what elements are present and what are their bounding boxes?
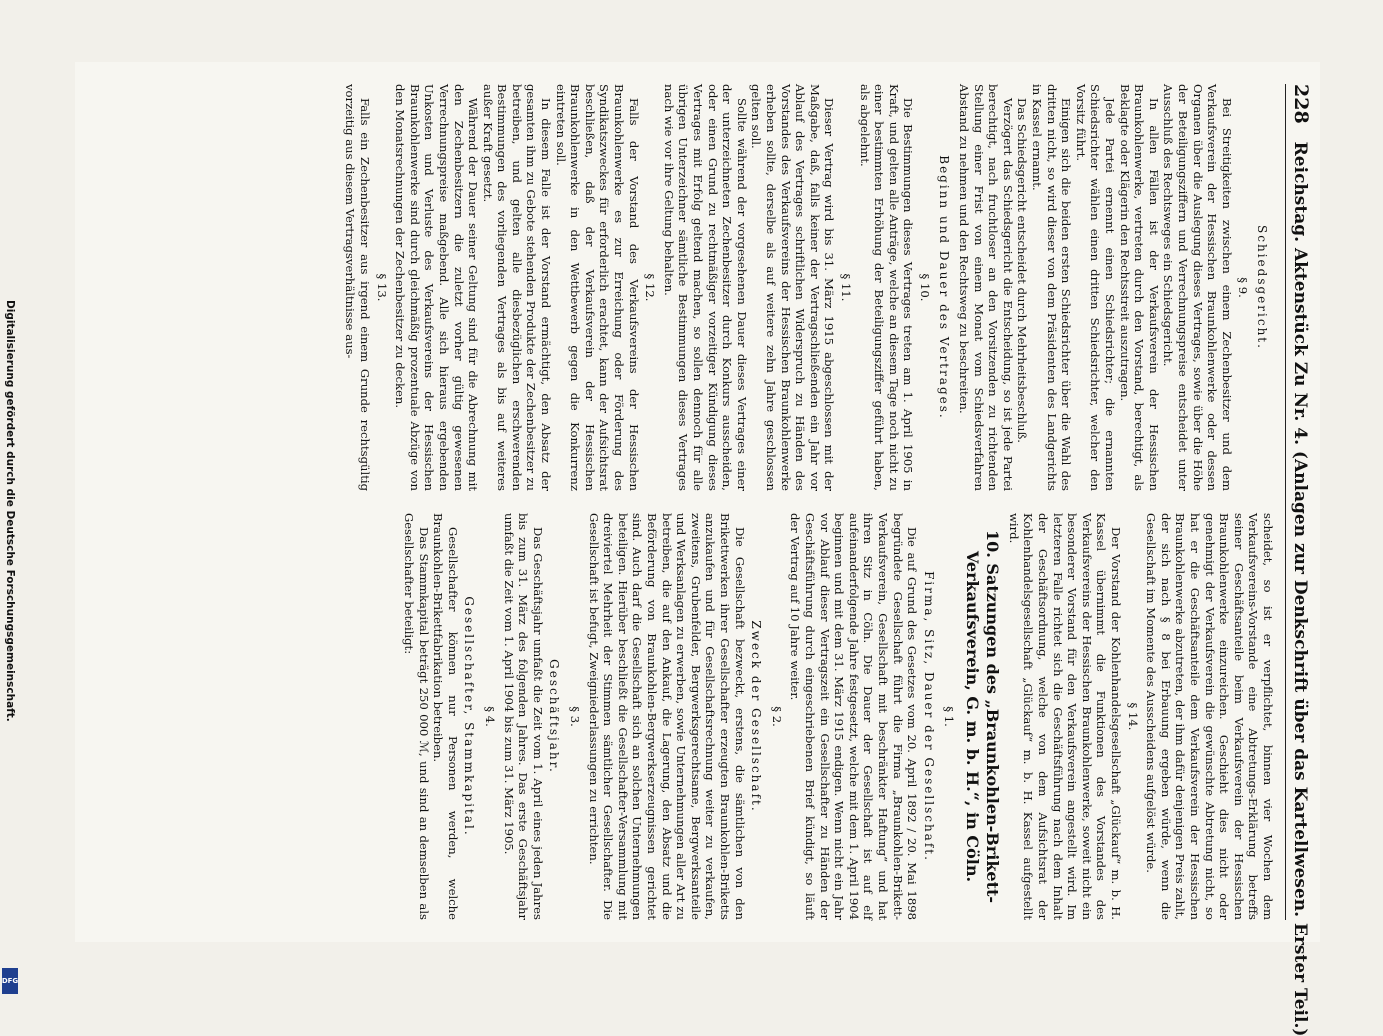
section-14-mark: § 14. bbox=[1125, 702, 1140, 731]
page-header bbox=[1285, 84, 1312, 1036]
document-page bbox=[75, 62, 1320, 1036]
dfg-logo bbox=[2, 968, 18, 994]
page-number: 228 bbox=[1290, 84, 1312, 124]
section-2-mark: § 2. bbox=[769, 706, 784, 727]
heading-firma: Firma, Sitz, Dauer der Gesellschaft. bbox=[921, 571, 936, 862]
paragraph: Während der Dauer seiner Geltung sind für die Abrechnung mit den Zechenbesitzern die zuletzt vorher gültig gewesenen Verrechnungspreise maßgebend. Alle sich hieraus ergebenden Unkosten und Verluste des Verkaufsvereins der Hessischen Braunkohlenwerke sind durch gleichmäßig prozentuale Abzüge von den Monatsrechnungen der Zechenbesitzer zu decken. bbox=[393, 84, 481, 491]
paragraph: Verzögert das Schiedsgericht die Entscheidung, so ist jede Partei berechtigt, nach fruchtloser an den Vorsitzenden zu richtenden Stellung einer Frist von einem Monat vom Schiedsverfahren Abstand zu nehmen und den Rechtsweg zu beschreiten. bbox=[957, 84, 1015, 491]
heading-geschaeftsjahr: Geschäftsjahr. bbox=[547, 659, 562, 774]
paragraph: Das Geschäftsjahr umfaßt die Zeit vom 1. April eines jeden Jahres bis zum 31. März des folgenden Jahres. Das erste Geschäftsjahr umfaßt die Zeit vom 1. April 1904 bis zum 31. März 1905. bbox=[501, 513, 545, 920]
heading-stammkapital: Gesellschafter, Stammkapital. bbox=[462, 596, 477, 837]
paragraph: In allen Fällen ist der Verkaufsverein der Hessischen Braunkohlenwerke, vertreten durch den Vorstand, berechtigt, als Beklagte oder Klägerin den Rechtsstreit auszutragen. bbox=[1117, 84, 1161, 491]
paragraph: Das Stammkapital beträgt 250 000 ℳ, und sind an demselben als Gesellschafter beteiligt: bbox=[402, 513, 431, 920]
paragraph: In diesem Falle ist der Vorstand ermächtigt, den Absatz der gesamten ihm zu Gebote stehenden Produkte der Zechenbesitzer zu betreiben, und gelten alle diesbezüglichen erschwerenden Bestimmungen des vorliegenden Vertrages als bis auf weiteres außer Kraft gesetzt. bbox=[480, 84, 554, 491]
statute-title: 10. Satzungen des „Braunkohlen-Brikett-Verkaufsverein, G. m. b. H.“, in Cöln. bbox=[963, 529, 1003, 903]
paragraph: Die Gesellschaft bezweckt, erstens, die sämtlichen von den Brikettwerken ihrer Gesellschafter erzeugten Braunkohlen-Briketts anzukaufen und für Gesellschaftsrechnung weiter zu verkaufen, zweitens, Grubenfelder, Bergwerksgerechtsame, Bergwerksanteile und Werksanlagen zu erwerben, sowie Unternehmungen aller Art zu betreiben, die auf den Ankauf, die Lagerung, den Absatz und die Beförderung von Braunkohlen-Bergwerkserzeugnissen gerichtet sind. Auch darf die Gesellschaft sich an solchen Unternehmungen beteiligen. Hierüber beschließt die Gesellschafter-Versammlung mit dreiviertel Mehrheit der Stimmen sämtlicher Gesellschafter. Die Gesellschaft ist befugt, Zweigniederlassungen zu errichten. bbox=[586, 513, 747, 920]
section-9-mark: § 9. bbox=[1236, 277, 1251, 298]
paragraph: Gesellschafter können nur Personen werden, welche Braunkohlen-Brikettfabrikation betreiben. bbox=[431, 513, 460, 920]
left-column bbox=[343, 84, 1275, 491]
digitization-note bbox=[3, 300, 17, 990]
paragraph: Bei Streitigkeiten zwischen einem Zechenbesitzer und dem Verkaufsverein der Hessischen Braunkohlenwerke oder dessen Organen über die Auslegung dieses Vertrages, sowie über die Höhe der Beteiligungsziffern und Verrechnungspreise entscheidet unter Ausschluß des Rechtsweges ein Schiedsgericht. bbox=[1161, 84, 1234, 491]
paragraph: Jede Partei ernennt einen Schiedsrichter; die ernannten Schiedsrichter wählen einen dritten Schiedsrichter, welcher den Vorsitz führt. bbox=[1073, 84, 1118, 491]
paragraph: Sollte während der vorgesehenen Dauer dieses Vertrages einer der unterzeichneten Zechenbesitzer durch Konkurs ausscheiden, oder einen Grund zu rechtmäßiger vorzeitiger Kündigung dieses Vertrages mit Erfolg geltend machen, so sollen dennoch für alle übrigen Unterzeichner sämtliche Bestimmungen dieses Vertrages nach wie vor ihre Geltung behalten. bbox=[661, 84, 749, 491]
heading-zweck: Zweck der Gesellschaft. bbox=[749, 620, 764, 813]
section-4-mark: § 4. bbox=[483, 706, 498, 727]
right-column bbox=[343, 513, 1275, 920]
section-10-mark: § 10. bbox=[917, 273, 932, 302]
section-12-mark: § 12. bbox=[643, 273, 658, 302]
paragraph: Die auf Grund des Gesetzes vom 20. April 1892 / 20. Mai 1898 begründete Gesellschaft führt die Firma „Braunkohlen-Brikett-Verkaufsverein, Gesellschaft mit beschränkter Haftung“ und hat ihren Sitz in Cöln. Die Dauer der Gesellschaft ist auf elf aufeinanderfolgende Jahre festgesetzt, welche mit dem 1. April 1904 beginnen und mit dem 31. März 1915 endigen. Wenn nicht ein Jahr vor Ablauf dieser Vertragszeit ein Gesellschafter zu Händen der Geschäftsführung durch eingeschriebenen Brief kündigt, so läuft der Vertrag auf 10 Jahre weiter. bbox=[788, 513, 920, 920]
paragraph: Der Vorstand der Kohlenhandelsgesellschaft „Glückauf“ m. b. H. Kassel übernimmt die Funktionen des Vorstandes des Verkaufsvereins der Hessischen Braunkohlenwerke, soweit nicht ein besonderer Vorstand für den Verkaufsverein angestellt wird. Im letzteren Falle richtet sich die Geschäftsführung nach dem Inhalt der Geschäftsordnung, welche von dem Aufsichtsrat der Kohlenhandelsgesellschaft „Glückauf“ m. b. H. Kassel aufgestellt wird. bbox=[1006, 513, 1124, 920]
section-13-mark: § 13. bbox=[374, 273, 389, 302]
paragraph: Das Schiedsgericht entscheidet durch Mehrheitsbeschluß. bbox=[1015, 98, 1030, 443]
heading-beginn-dauer: Beginn und Dauer des Vertrages. bbox=[936, 155, 951, 420]
section-11-mark: § 11. bbox=[838, 273, 853, 302]
paragraph: Die Bestimmungen dieses Vertrages treten am 1. April 1905 in Kraft, und gelten alle Anträge, welche an diesem Tage noch nicht zu einer bestimmten Erhöhung der Beteiligungsziffer geführt haben, als abgelehnt. bbox=[857, 84, 916, 491]
paragraph: Dieser Vertrag wird bis 31. März 1915 abgeschlossen mit der Maßgabe, daß, falls keiner der Vertragschließenden ein Jahr vor Ablauf des Vertrages schriftlichen Widerspruch zu Händen des Vorstandes des Verkaufsvereins der Hessischen Braunkohlenwerke erheben sollte, derselbe als auf weitere zehn Jahre geschlossen gelten soll. bbox=[749, 84, 837, 491]
paragraph: scheidet, so ist er verpflichtet, binnen vier Wochen dem Verkaufsvereins-Vorstande eine Abtretungs-Erklärung betreffs seiner Geschäftsanteile beim Verkaufsverein der Hessischen Braunkohlenwerke einzureichen. Geschieht dies nicht oder genehmigt der Verkaufsverein die gewünschte Abtretung nicht, so hat er die Geschäftsanteile dem Verkaufsverein der Hessischen Braunkohlenwerke abzutreten, der ihm dafür denjenigen Preis zahlt, der sich nach § 8 bei Erbauung ergeben würde, wenn die Gesellschaft im Momente des Ausscheidens aufgelöst würde. bbox=[1144, 513, 1275, 920]
paragraph: Falls ein Zechenbesitzer aus irgend einem Grunde rechtsgültig vorzeitig aus diesem Vertragsverhältnisse aus- bbox=[343, 84, 372, 491]
running-title: Reichstag. Aktenstück Zu Nr. 4. (Anlagen zur Denkschrift über das Kartellwesen. Erster Teil.) bbox=[1290, 141, 1310, 1036]
section-1-mark: § 1. bbox=[942, 706, 957, 727]
paragraph: Einigen sich die beiden ersten Schiedsrichter über die Wahl des dritten nicht, so wird dieser von dem Präsidenten des Landgerichts in Kassel ernannt. bbox=[1030, 84, 1074, 491]
heading-schiedsgericht: Schiedsgericht. bbox=[1255, 225, 1269, 350]
dfg-logo-text: DFG bbox=[1, 977, 19, 985]
paragraph: Falls der Vorstand des Verkaufsvereins der Hessischen Braunkohlenwerke es zur Erreichung oder Förderung des Syndikatszweckes für erforderlich erachtet, kann der Aufsichtsrat beschließen, daß der Verkaufsverein der Hessischen Braunkohlenwerke in den Wettbewerb gegen die Konkurrenz eintreten soll. bbox=[553, 84, 641, 491]
digitization-note-text: Digitalisierung gefördert durch die Deutsche Forschungsgemeinschaft. bbox=[4, 300, 16, 722]
section-3-mark: § 3. bbox=[568, 706, 583, 727]
